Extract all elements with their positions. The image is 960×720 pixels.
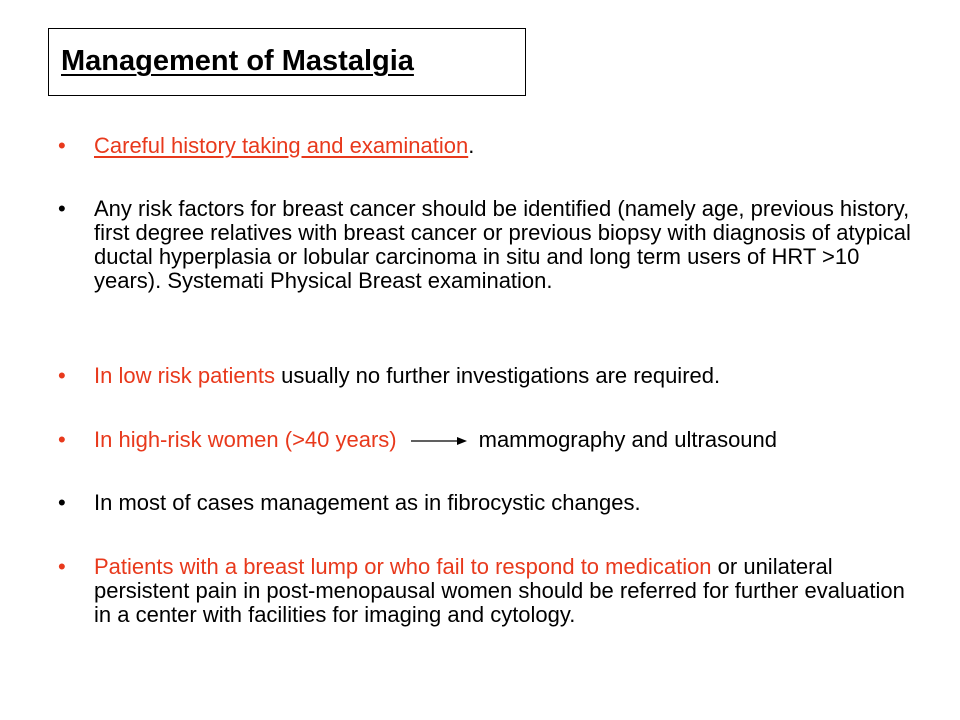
- bullet-dot: •: [58, 427, 66, 452]
- bullet-text-red: Careful history taking and examination: [94, 133, 469, 158]
- bullet-low-risk: [58, 364, 918, 388]
- bullet-dot: •: [58, 554, 66, 579]
- bullet-text: [94, 428, 918, 452]
- bullet-dot: •: [58, 363, 66, 388]
- bullet-text: [94, 555, 918, 627]
- bullet-high-risk: [58, 428, 918, 452]
- bullet-fibrocystic: [58, 491, 918, 515]
- bullet-text: In most of cases management as in fibrocystic changes.: [94, 490, 641, 515]
- bullet-referral: [58, 555, 918, 627]
- bullet-history-taking: [58, 134, 918, 158]
- bullet-dot: •: [58, 490, 66, 515]
- right-arrow-icon: [411, 435, 467, 447]
- bullet-text-black: mammography and ultrasound: [478, 427, 778, 452]
- bullet-dot: •: [58, 196, 66, 221]
- bullet-text-end: .: [468, 133, 475, 158]
- page-title: Management of Mastalgia: [61, 45, 414, 77]
- bullet-dot: •: [58, 133, 66, 158]
- title-box: [48, 28, 526, 96]
- bullet-text: Any risk factors for breast cancer should be identified (namely age, previous history, first degree relatives with breast cancer or previous biopsy with diagnosis of atypical ductal hyperplasia or lobular carcinoma in situ and long term users of HRT >10 years). Systemati Physical Breast examination.: [94, 196, 911, 293]
- bullet-text-black: or unilateral persistent pain in post-menopausal women should be referred for further evaluation in a center with facilities for imaging and cytology.: [94, 554, 905, 627]
- bullet-text-red: In high-risk women (>40 years): [94, 427, 397, 452]
- bullet-text-red: In low risk patients: [94, 363, 275, 388]
- bullet-text: [94, 364, 918, 388]
- bullet-text-red: Patients with a breast lump or who fail to respond to medication: [94, 554, 712, 579]
- bullet-text-black: usually no further investigations are required.: [274, 363, 721, 388]
- bullet-text: [94, 134, 918, 158]
- bullet-risk-factors: [58, 197, 918, 293]
